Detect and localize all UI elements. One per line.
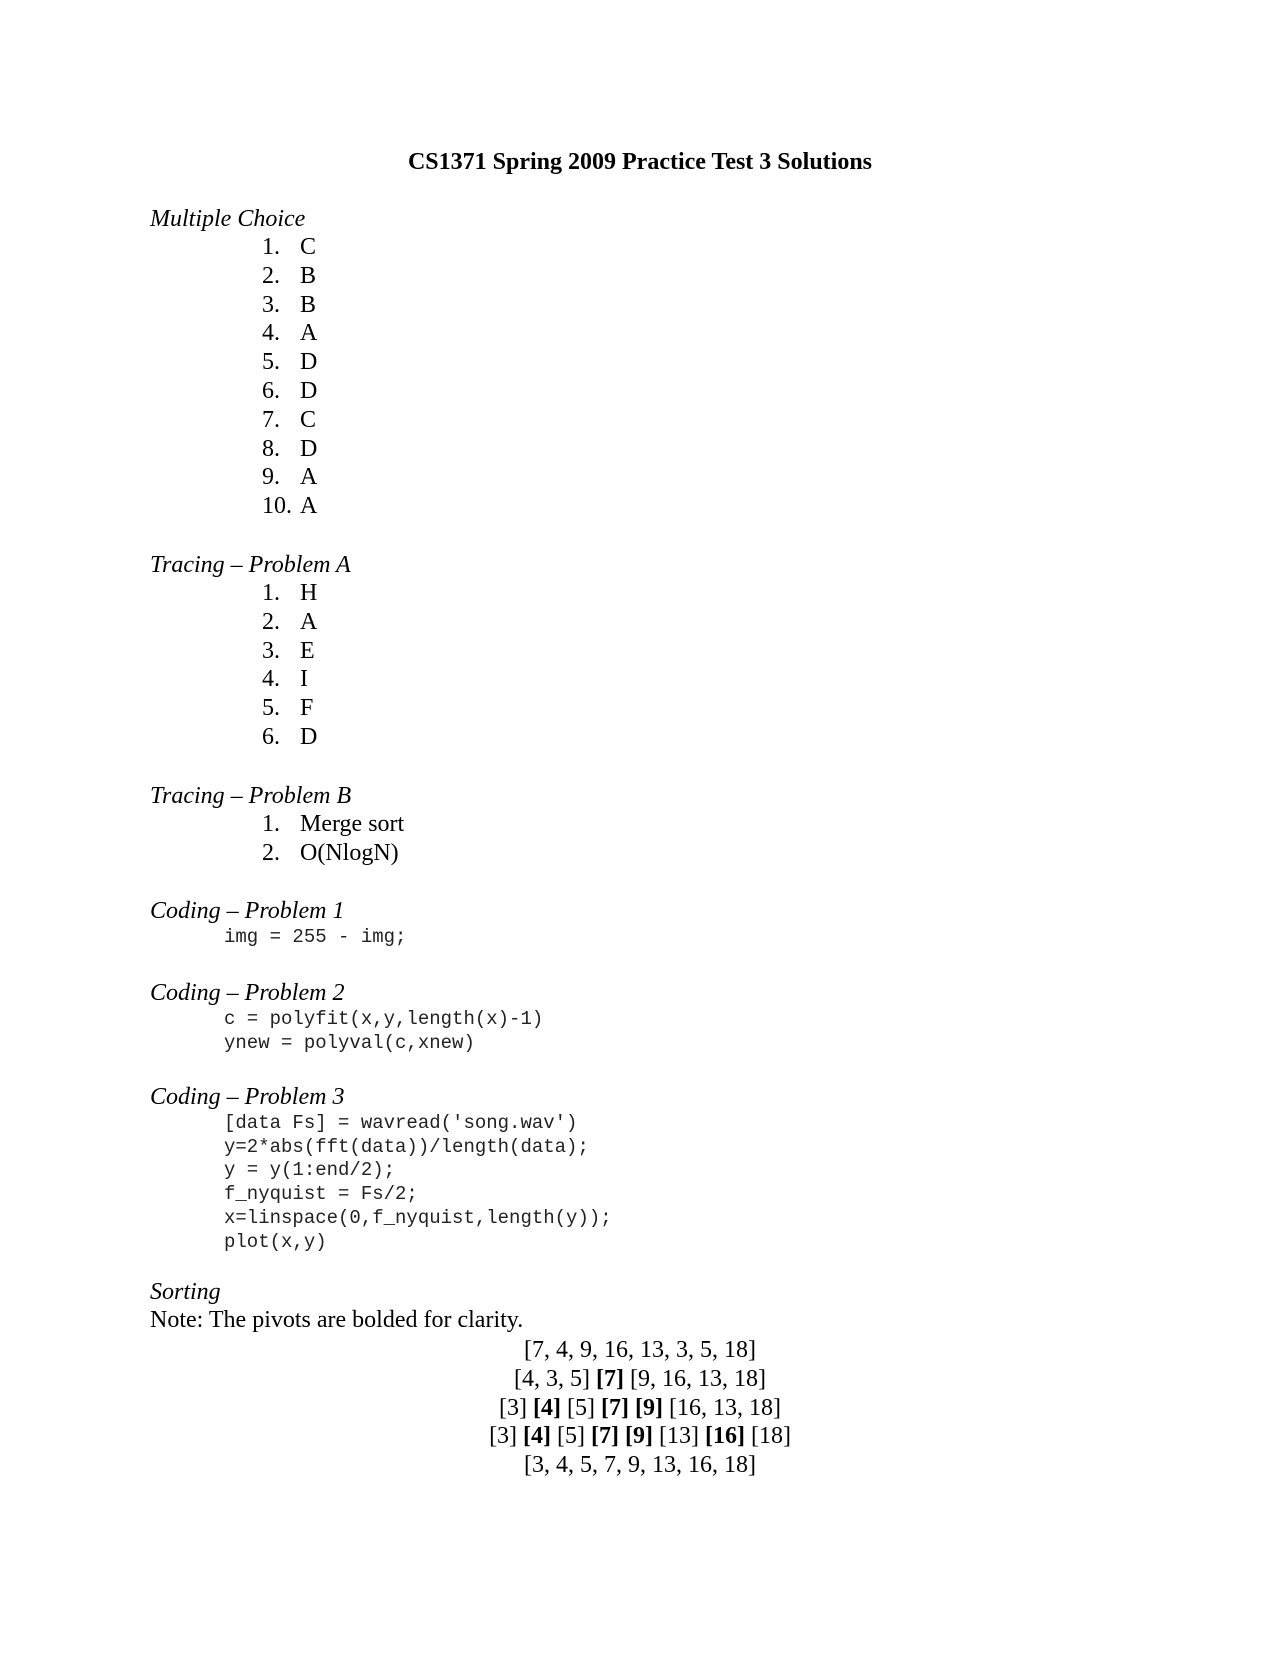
list-item [262,348,317,377]
coding-2-code [224,1008,543,1055]
list-item [262,839,404,868]
item-answer: C [300,406,317,433]
item-answer: I [300,666,308,693]
sort-segment: [9, 16, 13, 18] [623,1365,766,1392]
tracing-a-heading: Tracing – Problem A [150,552,351,578]
tracing-b-heading: Tracing – Problem B [150,783,352,809]
sort-segment: [3] [499,1394,534,1421]
sort-segment: [3] [489,1423,524,1450]
pivot-segment: [4] [523,1423,552,1450]
sort-step-line [0,1394,1280,1423]
item-number: 2. [262,262,280,289]
item-answer: E [300,637,315,664]
coding-3-code [224,1112,612,1254]
pivot-segment: [9] [625,1423,653,1450]
item-number: 3. [262,637,280,664]
code-line: c = polyfit(x,y,length(x)-1) [224,1008,544,1030]
sort-segment: [13] [652,1423,705,1450]
item-answer: D [300,723,318,750]
code-line: ynew = polyval(c,xnew) [224,1031,475,1054]
item-number: 6. [262,377,280,404]
item-answer: Merge sort [300,811,405,837]
item-number: 2. [262,608,280,635]
item-number: 9. [262,464,280,491]
list-item [262,810,404,839]
item-answer: C [300,234,317,260]
pivot-segment: [16] [704,1423,745,1450]
sort-segment: [4, 3, 5] [514,1365,596,1392]
code-line: img = 255 - img; [224,926,407,948]
list-item [262,435,317,464]
sort-step-line [0,1422,1280,1451]
item-number: 1. [262,234,280,260]
item-number: 1. [262,580,280,606]
code-line: y = y(1:end/2); [224,1159,396,1182]
page-title: CS1371 Spring 2009 Practice Test 3 Solutions [407,149,873,175]
list-item [262,291,317,320]
code-line: plot(x,y) [224,1230,327,1253]
pivot-segment: [9] [634,1394,663,1421]
list-item [262,694,317,723]
item-number: 7. [262,406,280,433]
sort-segment: [3, 4, 5, 7, 9, 13, 16, 18] [524,1452,756,1479]
list-item [262,608,317,637]
list-item [262,579,317,608]
code-line: [data Fs] = wavread('song.wav') [224,1112,578,1134]
item-number: 5. [262,695,280,722]
multiple-choice-list [262,233,317,521]
item-answer: A [300,493,318,520]
code-line: f_nyquist = Fs/2; [224,1183,418,1206]
list-item [262,665,317,694]
item-number: 5. [262,349,280,376]
item-number: 10. [262,493,292,520]
item-answer: D [300,435,318,462]
list-item [262,233,317,262]
list-item [262,377,317,406]
coding-2-heading: Coding – Problem 2 [150,980,345,1006]
item-answer: D [300,377,318,404]
item-number: 1. [262,811,280,837]
item-answer: D [300,349,318,376]
sorting-note: Note: The pivots are bolded for clarity. [150,1307,524,1333]
pivot-segment: [7] [596,1365,624,1392]
sort-step-line [0,1451,1280,1480]
item-answer: A [300,608,318,635]
list-item [262,262,317,291]
item-number: 2. [262,839,280,866]
list-item [262,492,317,521]
item-number: 6. [262,723,280,750]
sort-segment: [18] [744,1423,791,1450]
item-number: 4. [262,320,280,347]
item-number: 3. [262,291,280,318]
list-item [262,319,317,348]
code-line: y=2*abs(fft(data))/length(data); [224,1135,589,1158]
sort-segment: [7, 4, 9, 16, 13, 3, 5, 18] [524,1337,756,1363]
item-answer: F [300,695,314,722]
sort-segment: [5] [561,1394,601,1421]
sorting-heading: Sorting [150,1279,221,1305]
tracing-b-list [262,810,404,868]
item-number: 4. [262,666,280,693]
coding-3-heading: Coding – Problem 3 [150,1084,345,1110]
item-answer: H [300,580,318,606]
multiple-choice-heading: Multiple Choice [150,206,306,232]
list-item [262,406,317,435]
sort-step-line [0,1336,1280,1365]
item-answer: A [300,320,318,347]
item-answer: A [300,464,318,491]
coding-1-code [224,926,406,950]
item-answer: B [300,291,317,318]
list-item [262,637,317,666]
code-line: x=linspace(0,f_nyquist,length(y)); [224,1206,612,1229]
sort-step-line [0,1365,1280,1394]
sorting-steps [0,1336,1280,1480]
sort-segment: [5] [551,1423,592,1450]
list-item [262,723,317,752]
coding-1-heading: Coding – Problem 1 [150,898,345,924]
item-number: 8. [262,435,280,462]
tracing-a-list [262,579,317,752]
pivot-segment: [4] [533,1394,562,1421]
item-answer: O(NlogN) [300,839,399,866]
pivot-segment: [7] [591,1423,619,1450]
pivot-segment: [7] [601,1394,629,1421]
list-item [262,463,317,492]
item-answer: B [300,262,317,289]
sort-segment: [16, 13, 18] [662,1394,781,1421]
